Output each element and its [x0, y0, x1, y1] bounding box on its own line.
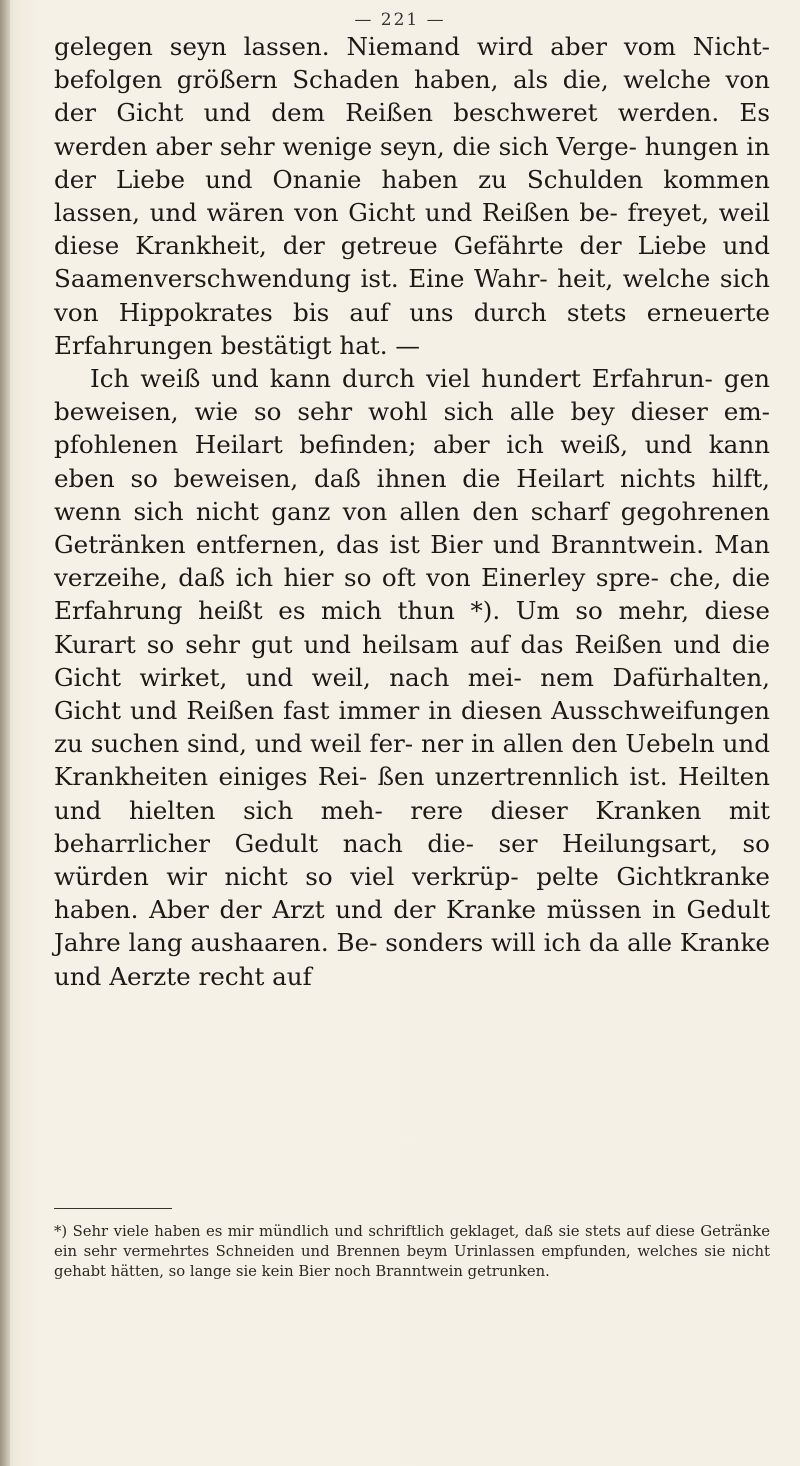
page-spine-edge — [0, 0, 10, 1466]
footnote-text: *) Sehr viele haben es mir mündlich und schriftlich geklaget, daß sie stets auf diese Getränke ein sehr vermehrtes Schneiden und Brennen beym Urinlassen empfunden, welches sie nicht gehabt hätten, so lange sie kein Bier noch Branntwein getrunken. — [54, 1223, 770, 1280]
main-text — [54, 30, 770, 993]
paragraph-1: gelegen seyn lassen. Niemand wird aber vom Nicht- befolgen größern Schaden haben, als die, welche von der Gicht und dem Reißen beschweret werden. Es werden aber sehr wenige seyn, die sich Verge- hungen in der Liebe und Onanie haben zu Schulden kommen lassen, und wären von Gicht und Reißen be- freyet, weil diese Krankheit, der getreue Gefährte der Liebe und Saamenverschwendung ist. Eine Wahr- heit, welche sich von Hippokrates bis auf uns durch stets erneuerte Erfahrungen bestätigt hat. — — [54, 32, 770, 360]
page-number: — 221 — — [354, 10, 446, 30]
paragraph-2: Ich weiß und kann durch viel hundert Erfahrun- gen beweisen, wie so sehr wohl sich alle bey dieser em- pfohlenen Heilart befinden; aber ich weiß, und kann eben so beweisen, daß ihnen die Heilart nichts hilft, wenn sich nicht ganz von allen den scharf gegohrenen Getränken entfernen, das ist Bier und Branntwein. Man verzeihe, daß ich hier so oft von Einerley spre- che, die Erfahrung heißt es mich thun *). Um so mehr, diese Kurart so sehr gut und heilsam auf das Reißen und die Gicht wirket, und weil, nach mei- nem Dafürhalten, Gicht und Reißen fast immer in diesen Ausschweifungen zu suchen sind, und weil fer- ner in allen den Uebeln und Krankheiten einiges Rei- ßen unzertrennlich ist. Heilten und hielten sich meh- rere dieser Kranken mit beharrlicher Gedult nach die- ser Heilungsart, so würden wir nicht so viel verkrüp- pelte Gichtkranke haben. Aber der Arzt und der Kranke müssen in Gedult Jahre lang aushaaren. Be- sonders will ich da alle Kranke und Aerzte recht auf — [54, 364, 770, 991]
footnote — [54, 1222, 770, 1281]
footnote-divider — [54, 1208, 172, 1209]
